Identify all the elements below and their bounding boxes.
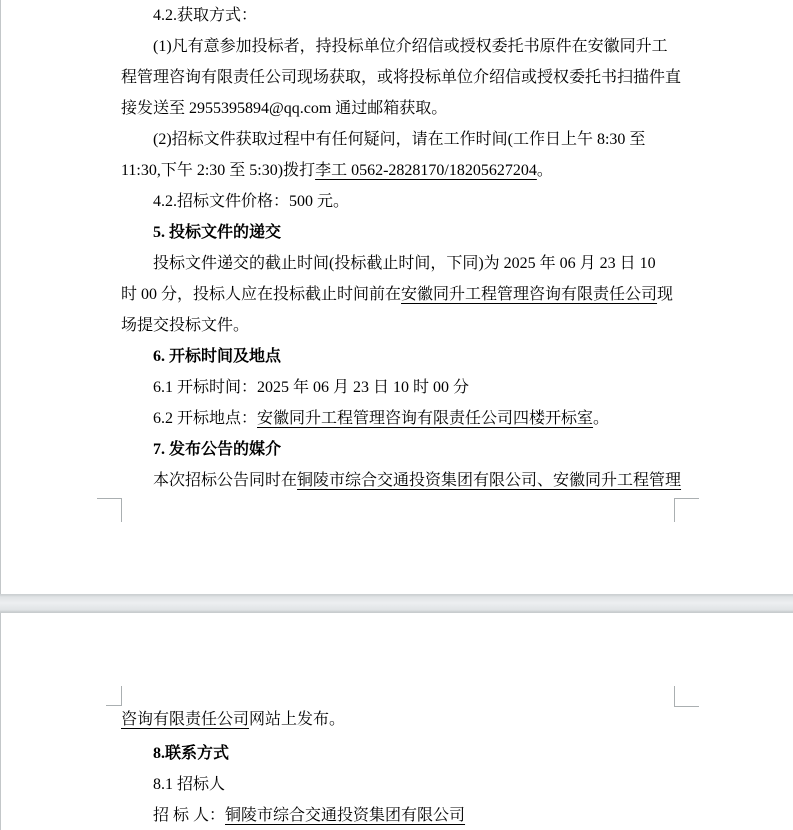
text-segment: 网站上发布。 — [249, 711, 346, 728]
underlined-text: 李工 0562-2828170/18205627204 — [315, 162, 537, 179]
text-line-page-1-12 — [121, 347, 281, 367]
text-line-page-1-2 — [121, 37, 668, 57]
text-segment: 5. 投标文件的递交 — [153, 224, 282, 241]
text-segment: 。 — [593, 410, 610, 427]
text-segment: 6. 开标时间及地点 — [153, 348, 282, 365]
text-line-page-2-2 — [121, 744, 229, 764]
text-line-page-1-15 — [121, 440, 281, 460]
underlined-text: 铜陵市综合交通投资集团有限公司、安徽同升工程管理 — [297, 472, 682, 489]
text-line-page-1-14 — [121, 409, 609, 429]
text-line-page-1-3 — [121, 68, 681, 88]
text-line-page-1-13 — [121, 378, 469, 398]
text-line-page-2-3 — [121, 775, 225, 795]
underlined-text: 安徽同升工程管理咨询有限责任公司四楼开标室 — [257, 410, 594, 427]
text-segment: 。 — [536, 162, 553, 179]
margin-mark-page2-top-left — [106, 686, 122, 706]
text-line-page-1-1 — [121, 6, 257, 26]
text-line-page-1-4 — [121, 99, 447, 119]
text-segment: (1)凡有意参加投标者，持投标单位介绍信或授权委托书原件在安徽同升工 — [153, 38, 668, 55]
text-line-page-1-16 — [121, 471, 681, 491]
text-segment: 时 00 分，投标人应在投标截止时间前在 — [121, 286, 402, 303]
text-segment: 招 标 人： — [153, 807, 226, 824]
text-segment: 11:30,下午 2:30 至 5:30)拨打 — [121, 162, 316, 179]
text-segment: 4.2.获取方式： — [153, 7, 258, 24]
text-line-page-1-5 — [121, 130, 645, 150]
text-segment: 4.2.招标文件价格：500 元。 — [153, 193, 350, 210]
text-segment: 6.2 开标地点： — [153, 410, 258, 427]
text-line-page-2-4 — [121, 806, 465, 826]
text-segment: 投标文件递交的截止时间(投标截止时间，下同)为 2025 年 06 月 23 日 10 — [153, 255, 656, 272]
text-line-page-1-6 — [121, 161, 553, 181]
text-segment: 本次招标公告同时在 — [153, 472, 298, 489]
underlined-text: 咨询有限责任公司 — [121, 711, 250, 728]
text-segment: 程管理咨询有限责任公司现场获取，或将投标单位介绍信或授权委托书扫描件直 — [121, 69, 682, 86]
text-segment: 接发送至 2955395894@qq.com 通过邮箱获取。 — [121, 100, 448, 117]
text-segment: (2)招标文件获取过程中有任何疑问，请在工作时间(工作日上午 8:30 至 — [153, 131, 646, 148]
text-segment: 现 — [657, 286, 674, 303]
text-segment: 8.1 招标人 — [153, 776, 226, 793]
underlined-text: 安徽同升工程管理咨询有限责任公司 — [401, 286, 658, 303]
text-segment: 7. 发布公告的媒介 — [153, 441, 282, 458]
text-segment: 6.1 开标时间：2025 年 06 月 23 日 10 时 00 分 — [153, 379, 470, 396]
text-line-page-1-8 — [121, 223, 281, 243]
text-line-page-1-10 — [121, 285, 673, 305]
text-line-page-1-9 — [121, 254, 656, 274]
text-line-page-2-1 — [121, 710, 345, 730]
margin-mark-page1-bottom-left — [97, 498, 122, 522]
document-text-layer — [121, 0, 681, 830]
text-segment: 8.联系方式 — [153, 745, 230, 762]
text-segment: 场提交投标文件。 — [121, 317, 250, 334]
text-line-page-1-7 — [121, 192, 349, 212]
underlined-text: 铜陵市综合交通投资集团有限公司 — [225, 807, 466, 824]
text-line-page-1-11 — [121, 316, 249, 336]
